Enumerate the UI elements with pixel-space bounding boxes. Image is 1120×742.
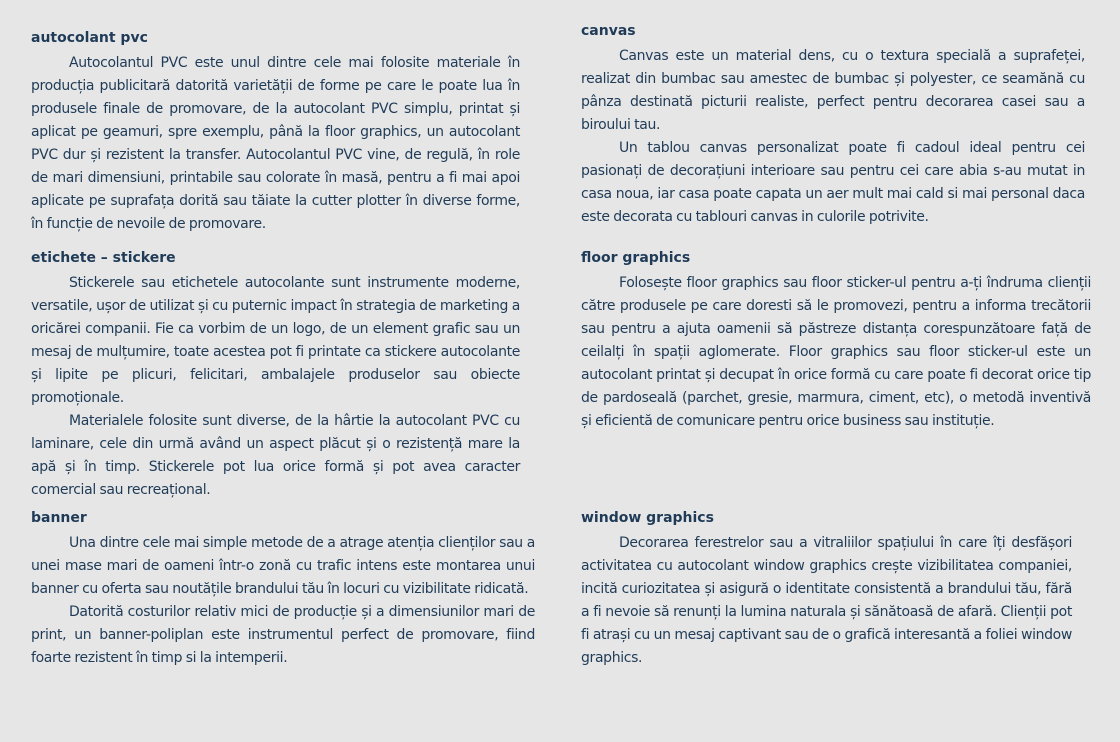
paragraph: Decorarea ferestrelor sau a vitraliilor spațiului în care îți desfășori activitatea cu autocolant window graphics crește vizibilitatea companiei, incită curiozitatea și asigură o identitate consistentă a brandului tău, fără a fi nevoie să renunți la lumina naturala și sănătoasă de afară. Clienții pot fi atrași cu un mesaj captivant sau de o grafică interesantă a foliei window graphics. xyxy=(581,535,1072,666)
paragraph: Canvas este un material dens, cu o textura specială a suprafeței, realizat din bumbac sau amestec de bumbac și polyester, ce seamănă cu pânza destinată picturii realiste, perfect pentru decorarea casei sau a biroului tau. xyxy=(581,48,1085,133)
section-banner xyxy=(31,507,535,670)
section-title: autocolant pvc xyxy=(31,30,148,46)
paragraph: Folosește floor graphics sau floor sticker-ul pentru a-ți îndruma clienții către produsele pe care doresti să le promovezi, pentru a informa trecătorii sau pentru a ajuta oamenii să păstreze distanța corespunzătoare față de ceilalți în spații aglomerate. Floor graphics sau floor sticker-ul este un autocolant printat și decupat în orice formă cu care poate fi decorat orice tip de pardoseală (parchet, gresie, marmura, ciment, etc), o metodă inventivă și eficientă de comunicare pentru orice business sau instituție. xyxy=(581,275,1091,429)
section-title: canvas xyxy=(581,23,636,39)
paragraph: Materialele folosite sunt diverse, de la hârtie la autocolant PVC cu laminare, cele din urmă având un aspect plăcut și o rezistență mare la apă și în timp. Stickerele pot lua orice formă și pot avea caracter comercial sau recreațional. xyxy=(31,413,520,498)
paragraph: Datorită costurilor relativ mici de producție și a dimensiunilor mari de print, un banner-poliplan este instrumentul perfect de promovare, fiind foarte rezistent în timp si la intemperii. xyxy=(31,604,535,666)
section-floor-graphics xyxy=(581,247,1091,433)
section-title: window graphics xyxy=(581,510,714,526)
section-etichete-stickere xyxy=(31,247,520,502)
section-title: etichete – stickere xyxy=(31,250,176,266)
section-canvas xyxy=(581,20,1085,229)
section-window-graphics xyxy=(581,507,1072,670)
paragraph: Una dintre cele mai simple metode de a atrage atenția clienților sau a unei mase mari de oameni într-o zonă cu trafic intens este montarea unui banner cu oferta sau noutățile brandului tău în locuri cu vizibilitate ridicată. xyxy=(31,535,535,597)
paragraph: Un tablou canvas personalizat poate fi cadoul ideal pentru cei pasionați de decorațiuni interioare sau pentru cei care abia s-au mutat in casa noua, iar casa poate capata un aer mult mai cald si mai personal daca este decorata cu tablouri canvas in culorile potrivite. xyxy=(581,140,1085,225)
section-title: banner xyxy=(31,510,87,526)
section-title: floor graphics xyxy=(581,250,691,266)
section-autocolant-pvc xyxy=(31,27,520,236)
paragraph: Stickerele sau etichetele autocolante sunt instrumente moderne, versatile, ușor de utilizat și cu puternic impact în strategia de marketing a oricărei companii. Fie ca vorbim de un logo, de un element grafic sau un mesaj de mulțumire, toate acestea pot fi printate ca stickere autocolante și lipite pe plicuri, felicitari, ambalajele produselor sau obiecte promoționale. xyxy=(31,275,520,406)
paragraph: Autocolantul PVC este unul dintre cele mai folosite materiale în producția publicitară datorită varietății de forme pe care le poate lua în produsele finale de promovare, de la autocolant PVC simplu, printat și aplicat pe geamuri, spre exemplu, până la floor graphics, un autocolant PVC dur și rezistent la transfer. Autocolantul PVC vine, de regulă, în role de mari dimensiuni, printabile sau colorate în masă, pentru a fi mai apoi aplicate pe suprafața dorită sau tăiate la cutter plotter în diverse forme, în funcție de nevoile de promovare. xyxy=(31,55,520,232)
